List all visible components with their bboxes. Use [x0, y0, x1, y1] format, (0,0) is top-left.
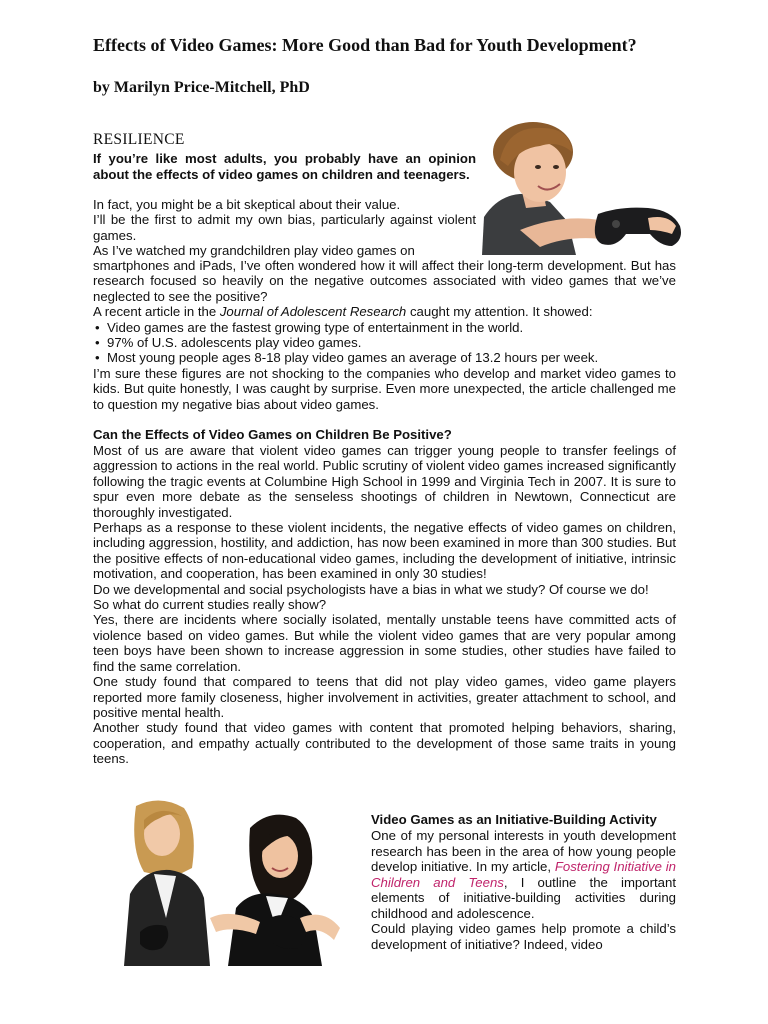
intro-paragraph-grandchildren-start: As I’ve watched my grandchildren play video games on — [93, 243, 415, 258]
fostering-initiative-link[interactable]: Fostering Initiative in Children and Teens — [371, 859, 676, 890]
section3-block — [371, 828, 676, 952]
list-item: • Video games are the fastest growing type of entertainment in the world. — [93, 320, 676, 335]
boy-gaming-photo — [480, 122, 685, 255]
section2-paragraph: One study found that compared to teens that did not play video games, video game players reported more family closeness, higher involvement in activities, greater attachment to school, and positive mental health. — [93, 674, 676, 720]
section3-paragraph-question: Could playing video games help promote a child’s development of initiative? Indeed, video — [371, 921, 676, 952]
intro-paragraph-bias: I’ll be the first to admit my own bias, particularly against violent games. — [93, 212, 476, 243]
section2-heading: Can the Effects of Video Games on Children Be Positive? — [93, 427, 452, 442]
article-prefix: A recent article in the — [93, 304, 220, 320]
intro-closing-paragraph: I’m sure these figures are not shocking to the companies who develop and market video games to kids. But quite honestly, I was caught by surprise. Even more unexpected, the article challenged me to question my negative bias about video games. — [93, 365, 676, 412]
section2-paragraph: Yes, there are incidents where socially isolated, mentally unstable teens have committed acts of violence based on video games. But while the violent video games that are very popular among teen boys have been shown to increase aggression in some studies, other studies have failed to find the same correlation. — [93, 612, 676, 674]
intro-block — [93, 258, 676, 412]
intro-paragraph-skeptical: In fact, you might be a bit skeptical about their value. — [93, 197, 401, 212]
list-item: • Most young people ages 8-18 play video games an average of 13.2 hours per week. — [93, 350, 676, 365]
section2-paragraph: So what do current studies really show? — [93, 597, 327, 613]
intro-paragraph-grandchildren-rest: smartphones and iPads, I’ve often wondered how it will affect their long-term development. But has research focused so heavily on the negative outcomes associated with video games that we’ve neglected to see the positive? — [93, 258, 676, 304]
section2-block — [93, 443, 676, 767]
section3-heading: Video Games as an Initiative-Building Activity — [371, 812, 657, 827]
list-item: • 97% of U.S. adolescents play video games. — [93, 335, 676, 350]
journal-name: Journal of Adolescent Research — [219, 304, 407, 320]
statistics-list — [93, 320, 676, 366]
byline: by Marilyn Price-Mitchell, PhD — [93, 79, 310, 96]
section-heading-resilience: RESILIENCE — [93, 131, 185, 148]
section3-paragraph-initiative — [371, 828, 676, 921]
section2-paragraph: Another study found that video games with content that promoted helping behaviors, sharing, cooperation, and empathy actually contributed to the development of those same traits in young teens. — [93, 720, 676, 767]
section2-paragraph: Perhaps as a response to these violent incidents, the negative effects of video games on children, including aggression, hostility, and addiction, has now been examined in more than 300 studies. But the positive effects of non-educational video games, including the development of initiative, intrinsic motivation, and cooperation, has been examined in only 30 studies! — [93, 520, 676, 582]
section3-paragraph-start: One of my personal interests in youth development research has been in the area of how young people develop initiative. In my article, — [371, 828, 676, 874]
intro-lead-paragraph: If you’re like most adults, you probably have an opinion about the effects of video games on children and teenagers. — [93, 151, 476, 182]
article-suffix: caught my attention. It showed: — [406, 304, 593, 320]
article-paragraph — [93, 304, 676, 319]
section2-paragraph: Do we developmental and social psychologists have a bias in what we study? Of course we do! — [93, 581, 649, 597]
page-title: Effects of Video Games: More Good than Bad for Youth Development? — [93, 35, 637, 55]
section2-paragraph: Most of us are aware that violent video games can trigger young people to transfer feelings of aggression to actions in the real world. Public scrutiny of violent video games increased significantly following the tragic events at Columbine High School in 1999 and Virginia Tech in 2007. It is sure to spur even more debate as the senseless shootings of children in Newtown, Connecticut are thoroughly investigated. — [93, 443, 676, 520]
girls-gaming-photo — [100, 798, 360, 966]
section3-paragraph-end: , I outline the important elements of initiative-building activities during childhood and adolescence. — [371, 874, 676, 921]
